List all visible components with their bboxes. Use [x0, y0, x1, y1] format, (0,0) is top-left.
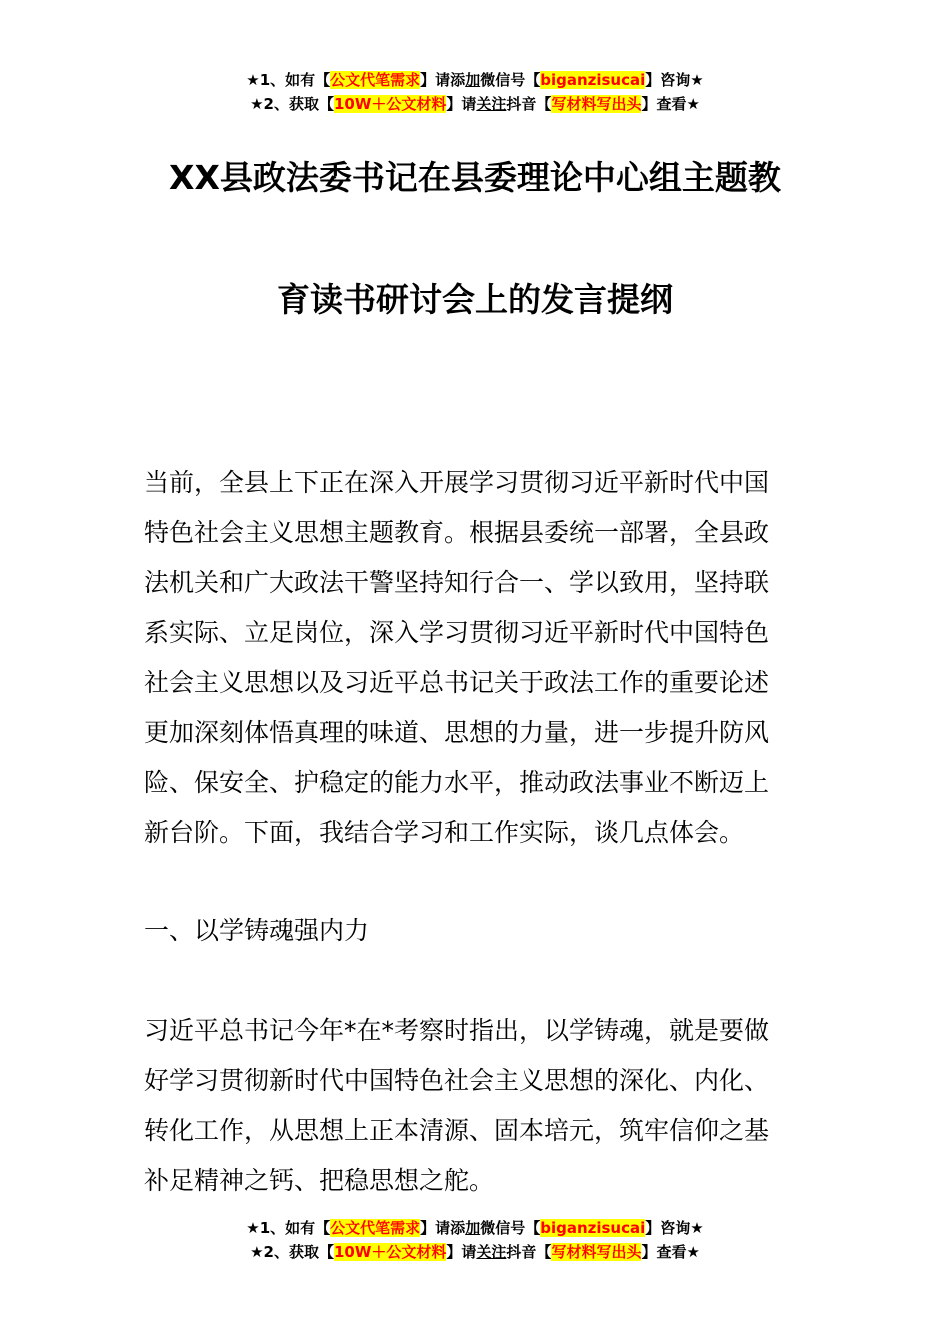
text-line: 社会主义思想以及习近平总书记关于政法工作的重要论述	[144, 668, 770, 697]
header-banner	[0, 68, 950, 116]
banner-line-1: ★1、如有【公文代笔需求】请添加微信号【biganzisucai】咨询★	[246, 1219, 704, 1237]
highlight-wechat-id: biganzisucai	[540, 1219, 646, 1237]
text-line: 法机关和广大政法干警坚持知行合一、学以致用，坚持联	[144, 568, 770, 597]
text-line: 险、保安全、护稳定的能力水平，推动政法事业不断迈上	[144, 768, 770, 797]
highlight-materials: 10W＋公文材料	[333, 1243, 447, 1261]
text-line: 当前，全县上下正在深入开展学习贯彻习近平新时代中国	[144, 468, 770, 497]
highlight-materials: 10W＋公文材料	[333, 95, 447, 113]
highlight-service: 公文代笔需求	[330, 1219, 421, 1237]
text-line: 好学习贯彻新时代中国特色社会主义思想的深化、内化、	[144, 1066, 770, 1095]
banner-line-2: ★2、获取【10W＋公文材料】请关注抖音【写材料写出头】查看★	[250, 1243, 700, 1261]
highlight-douyin-account: 写材料写出头	[551, 1243, 642, 1261]
text-line: 系实际、立足岗位，深入学习贯彻习近平新时代中国特色	[144, 618, 770, 647]
text-line: 新台阶。下面，我结合学习和工作实际，谈几点体会。	[144, 818, 745, 847]
text-line: 补足精神之钙、把稳思想之舵。	[144, 1166, 495, 1195]
text-line: 习近平总书记今年*在*考察时指出，以学铸魂，就是要做	[144, 1016, 770, 1045]
highlight-douyin-account: 写材料写出头	[551, 95, 642, 113]
highlight-wechat-id: biganzisucai	[540, 71, 646, 89]
document-title-line-1: XX县政法委书记在县委理论中心组主题教	[169, 158, 781, 197]
text-line: 转化工作，从思想上正本清源、固本培元，筑牢信仰之基	[144, 1116, 770, 1145]
text-line: 特色社会主义思想主题教育。根据县委统一部署，全县政	[144, 518, 770, 547]
footer-banner	[0, 1216, 950, 1264]
intro-paragraph	[144, 458, 808, 858]
highlight-service: 公文代笔需求	[330, 71, 421, 89]
document-title-line-2: 育读书研讨会上的发言提纲	[277, 280, 673, 319]
banner-line-1: ★1、如有【公文代笔需求】请添加微信号【biganzisucai】咨询★	[246, 71, 704, 89]
banner-line-2: ★2、获取【10W＋公文材料】请关注抖音【写材料写出头】查看★	[250, 95, 700, 113]
text-line: 更加深刻体悟真理的味道、思想的力量，进一步提升防风	[144, 718, 770, 747]
section-1-paragraph	[144, 1006, 808, 1206]
section-heading-1: 一、以学铸魂强内力	[144, 916, 370, 945]
